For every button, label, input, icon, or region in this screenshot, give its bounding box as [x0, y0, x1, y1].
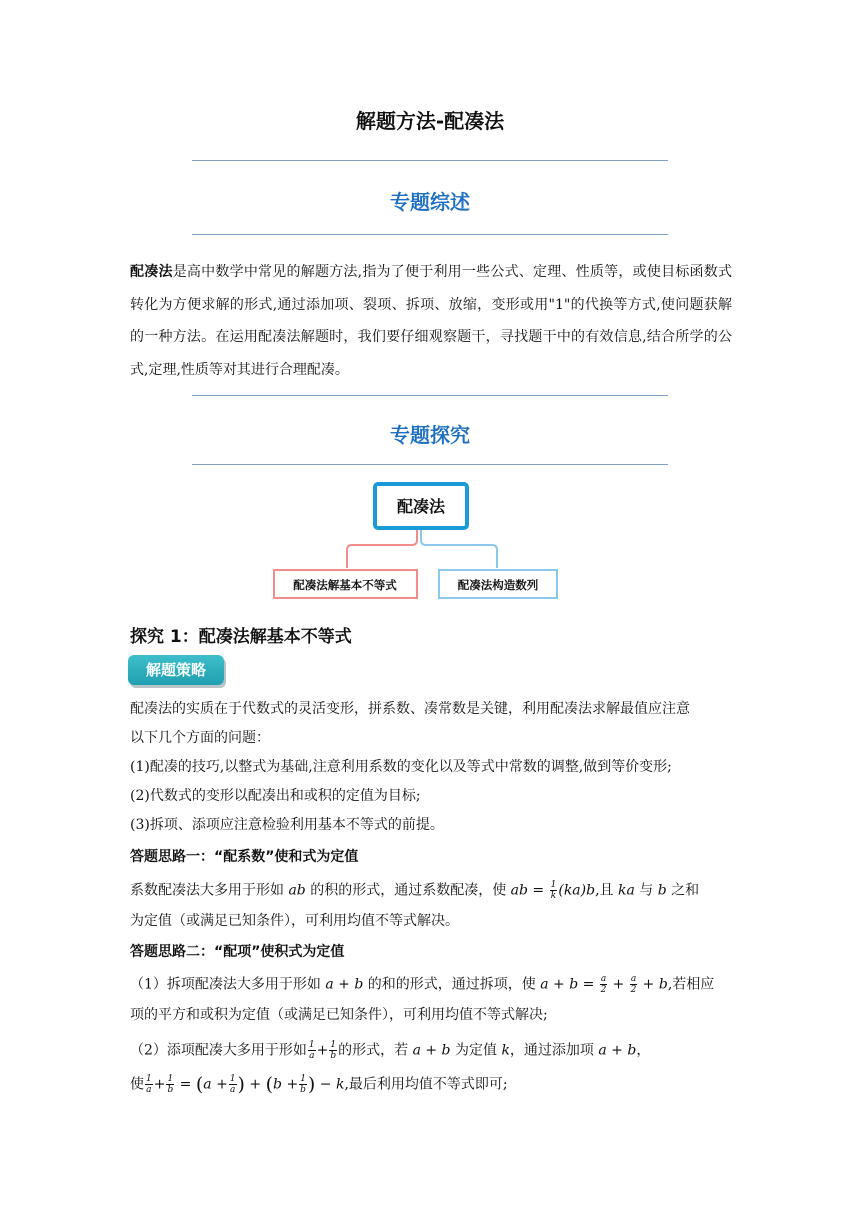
diagram-connector-right: [421, 530, 497, 568]
fraction-1-over-b: [329, 1040, 337, 1061]
idea2-item1-line-1: [130, 974, 735, 995]
method-diagram: [260, 478, 570, 604]
text: 的形式，若: [338, 1042, 409, 1059]
fraction-1-over-a: [229, 1074, 237, 1095]
frac-den: k: [550, 891, 557, 901]
fraction-1-over-b: [299, 1074, 307, 1095]
idea1-line-2: 为定值（或满足已知条件），可利用均值不等式解决。: [130, 913, 459, 929]
text: （1）拆项配凑法大多用于形如: [130, 976, 321, 993]
fraction-1-over-k: [550, 880, 558, 901]
idea1-line-1: [130, 880, 735, 901]
frac-den: 2: [600, 985, 607, 995]
section-heading-overview: 专题综述: [390, 190, 470, 214]
math-minus-k: − k: [319, 1076, 345, 1093]
math-ab: ab: [288, 882, 306, 899]
frac-den: b: [167, 1085, 174, 1095]
paren: (: [195, 1073, 204, 1096]
frac-den: a: [309, 1051, 315, 1061]
idea1-title: 答题思路一：“配系数”使和式为定值: [130, 849, 359, 865]
diagram-right-label: 配凑法构造数列: [457, 578, 539, 592]
idea2-title: 答题思路二：“配项”使积式为定值: [130, 944, 345, 960]
equals-sign: =: [179, 1076, 192, 1093]
frac-num: 1: [550, 880, 557, 890]
math-ka: ka: [617, 882, 635, 899]
intro-line-2: 以下几个方面的问题：: [130, 730, 270, 746]
frac-num: a: [600, 974, 607, 984]
fraction-1-over-a: [145, 1074, 153, 1095]
overview-paragraph: [130, 256, 732, 386]
text: 的和的形式，通过拆项，使: [367, 976, 536, 993]
fraction-1-over-a: [308, 1040, 316, 1061]
divider: [192, 234, 668, 235]
text: 系数配凑法大多用于形如: [130, 882, 284, 899]
math-eq1-right: (ka)b: [558, 882, 596, 899]
plus-sign: +: [286, 1076, 299, 1093]
fraction-a-over-2: [600, 974, 607, 995]
math-eq2-tail: + b: [642, 976, 668, 993]
plus-sign: +: [216, 1076, 228, 1093]
text: ,若相应: [667, 976, 715, 993]
frac-num: 1: [146, 1074, 152, 1084]
text: 使: [130, 1076, 144, 1093]
text: ,且: [595, 882, 614, 899]
plus-sign: +: [249, 1076, 262, 1093]
fraction-a-over-2: [630, 974, 637, 995]
diagram-left-label: 配凑法解基本不等式: [293, 578, 397, 592]
frac-den: b: [330, 1051, 337, 1061]
point-1: (1)配凑的技巧,以整式为基础,注意利用系数的变化以及等式中常数的调整,做到等价变形;: [130, 759, 672, 775]
math-eq2-left: a + b =: [540, 976, 595, 993]
fraction-1-over-b: [166, 1074, 174, 1095]
paren: ): [237, 1073, 245, 1096]
explore1-heading: 探究 1：配凑法解基本不等式: [130, 627, 352, 647]
term-bold: 配凑法: [130, 264, 173, 280]
page-title: 解题方法-配凑法: [355, 109, 505, 133]
intro-line-1: 配凑法的实质在于代数式的灵活变形，拼系数、凑常数是关键，利用配凑法求解最值应注意: [130, 701, 690, 717]
math-eq1-left: ab =: [510, 882, 545, 899]
text: 为定值: [454, 1042, 497, 1059]
text: （2）添项配凑大多用于形如: [130, 1042, 307, 1059]
frac-num: 1: [167, 1074, 174, 1084]
text: 与: [639, 882, 654, 899]
frac-den: 2: [630, 985, 637, 995]
diagram-connector-left: [347, 530, 417, 568]
point-2: (2)代数式的变形以配凑出和或积的定值为目标;: [130, 788, 421, 804]
divider: [192, 395, 668, 396]
section-heading-explore: 专题探究: [390, 423, 470, 447]
math-a-plus-b: a + b: [412, 1042, 451, 1059]
frac-num: a: [630, 974, 637, 984]
strategy-badge: 解题策略: [128, 655, 224, 685]
diagram-root-label: 配凑法: [396, 497, 446, 516]
text: 的积的形式，通过系数配凑，使: [310, 882, 507, 899]
frac-den: b: [300, 1085, 306, 1095]
text: ，: [636, 1042, 651, 1059]
math-b: b: [657, 882, 667, 899]
math-a-plus-b: a + b: [325, 976, 364, 993]
plus-sign: +: [316, 1042, 329, 1059]
text: 之和: [671, 882, 700, 899]
frac-num: 1: [330, 1040, 337, 1050]
idea2-item2-line-1: [130, 1040, 735, 1061]
math-a: a: [203, 1076, 212, 1093]
text: ，通过添加项: [509, 1042, 594, 1059]
frac-num: 1: [308, 1040, 315, 1050]
point-3: (3)拆项、添项应注意检验利用基本不等式的前提。: [130, 817, 444, 833]
idea2-item1-line-2: 项的平方和或积为定值（或满足已知条件），可利用均值不等式解决;: [130, 1007, 548, 1023]
overview-text: 是高中数学中常见的解题方法,指为了便于利用一些公式、定理、性质等，或使目标函数式转化为方便求解的形式,通过添加项、裂项、拆项、放缩，变形或用"1"的代换等方式,使问题获解的一种方法。在运用配凑法解题时，我们要仔细观察题干，寻找题干中的有效信息,结合所学的公式,定理,性质等对其进行合理配凑。: [130, 264, 733, 378]
frac-den: a: [146, 1085, 152, 1095]
math-b: b: [273, 1076, 282, 1093]
text: ,最后利用均值不等式即可;: [344, 1076, 508, 1093]
paren: ): [307, 1073, 316, 1096]
idea2-item2-line-2: [130, 1074, 735, 1095]
divider: [192, 464, 668, 465]
frac-num: 1: [300, 1074, 306, 1084]
math-k: k: [501, 1042, 510, 1059]
paren: (: [265, 1073, 274, 1096]
plus-sign: +: [612, 976, 625, 993]
frac-den: a: [229, 1085, 236, 1095]
frac-num: 1: [229, 1074, 236, 1084]
math-a-plus-b: a + b: [598, 1042, 637, 1059]
divider: [192, 160, 668, 161]
plus-sign: +: [153, 1076, 166, 1093]
